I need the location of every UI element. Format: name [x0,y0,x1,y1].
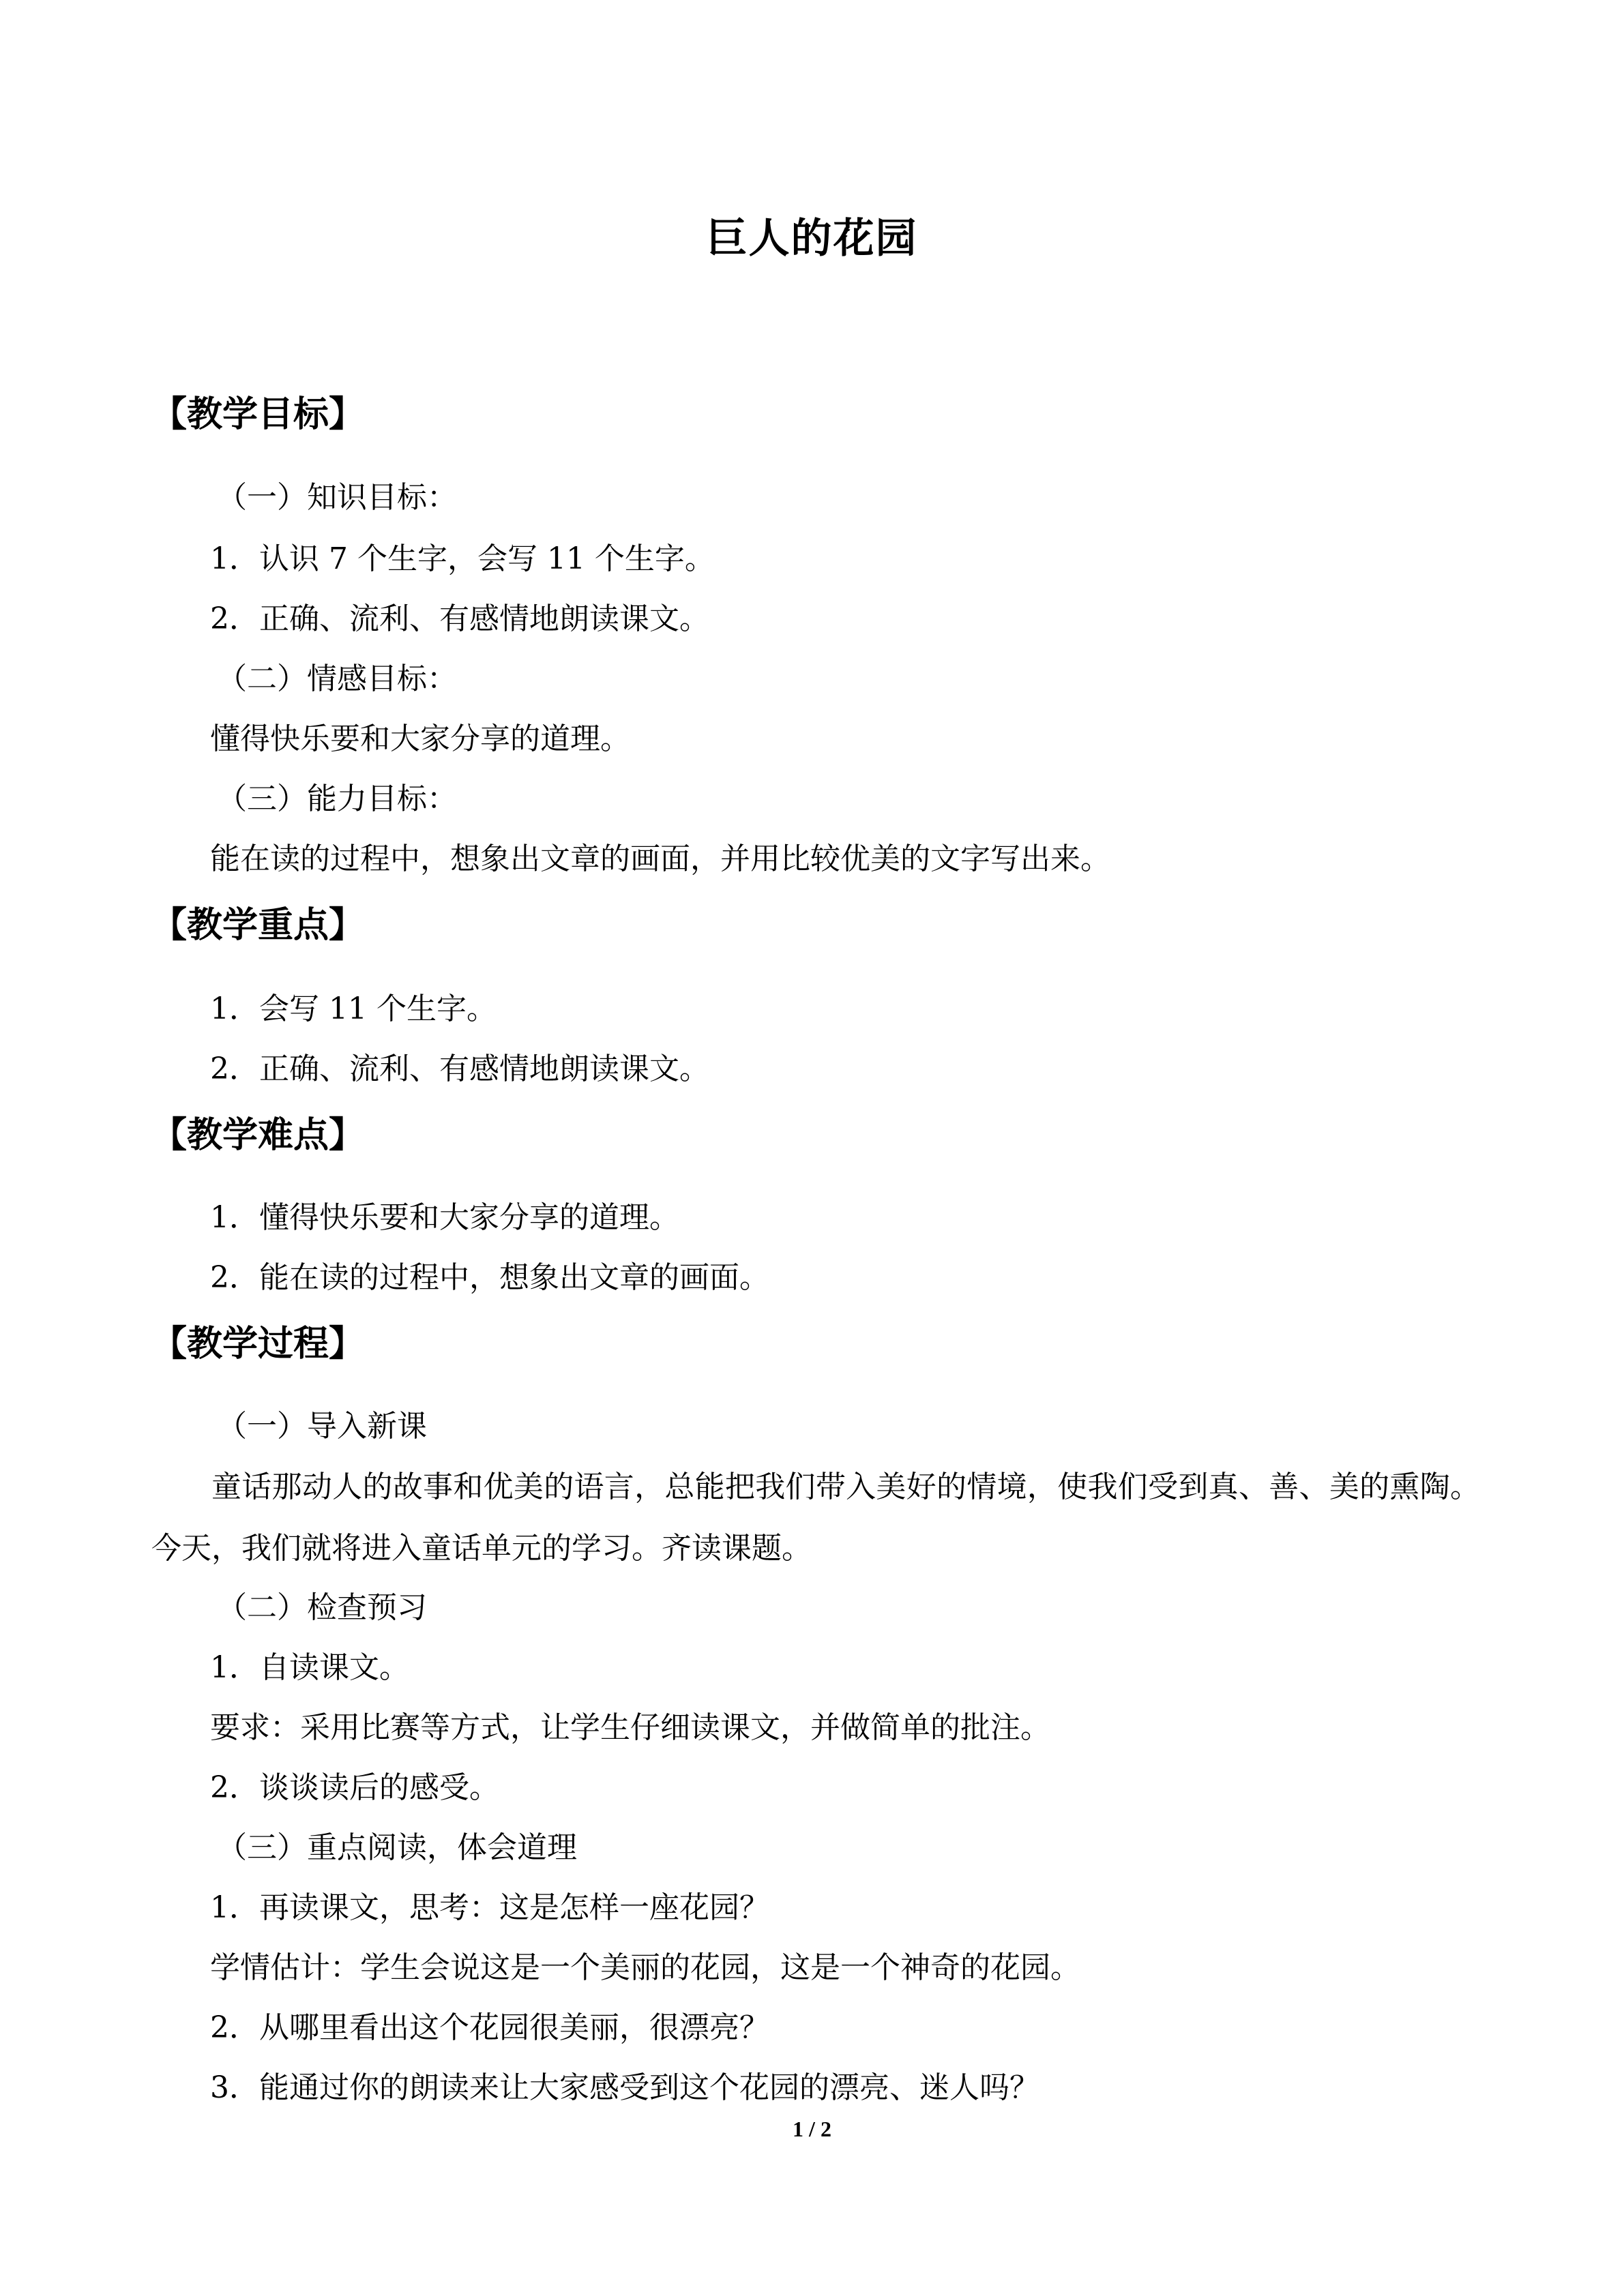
goals-line-1: （一）知识目标： [217,480,457,515]
process-line-11: 3．能通过你的朗读来让大家感受到这个花园的漂亮、迷人吗？ [210,2070,1039,2105]
process-line-5: 要求：采用比赛等方式，让学生仔细读课文，并做简单的批注。 [210,1710,1050,1745]
heading-teaching-process: 【教学过程】 [151,1324,365,1365]
process-line-6: 2．谈谈读后的感受。 [210,1770,499,1805]
process-line-4: 1．自读课文。 [210,1650,409,1685]
heading-teaching-goals: 【教学目标】 [151,394,365,435]
key-points-line-2: 2．正确、流利、有感情地朗读课文。 [210,1052,709,1086]
difficulties-line-2: 2．能在读的过程中，想象出文章的画面。 [210,1260,769,1295]
goals-line-4: （二）情感目标： [217,661,457,696]
process-line-3: （二）检查预习 [217,1590,427,1625]
goals-line-5: 懂得快乐要和大家分享的道理。 [210,721,630,756]
difficulties-line-1: 1．懂得快乐要和大家分享的道理。 [210,1200,679,1235]
process-line-10: 2．从哪里看出这个花园很美丽，很漂亮？ [210,2010,769,2045]
process-paragraph-intro: 童话那动人的故事和优美的语言，总能把我们带入美好的情境，使我们受到真、善、美的熏陶。今天，我们就将进入童话单元的学习。齐读课题。 [151,1470,1480,1566]
goals-line-6: （三）能力目标： [217,781,457,816]
process-line-1: （一）导入新课 [217,1409,427,1444]
goals-line-7: 能在读的过程中，想象出文章的画面，并用比较优美的文字写出来。 [210,841,1110,876]
process-line-8: 1．再读课文，思考：这是怎样一座花园？ [210,1890,769,1925]
page-number: 1 / 2 [793,2117,831,2141]
heading-difficulties: 【教学难点】 [151,1115,365,1156]
goals-line-3: 2．正确、流利、有感情地朗读课文。 [210,601,709,636]
goals-line-2: 1．认识 7 个生字，会写 11 个生字。 [210,541,715,576]
key-points-line-1: 1．会写 11 个生字。 [210,992,497,1026]
process-line-7: （三）重点阅读，体会道理 [217,1830,577,1865]
heading-key-points: 【教学重点】 [151,905,365,946]
document-title: 巨人的花园 [706,215,918,263]
process-line-9: 学情估计：学生会说这是一个美丽的花园，这是一个神奇的花园。 [210,1950,1080,1985]
